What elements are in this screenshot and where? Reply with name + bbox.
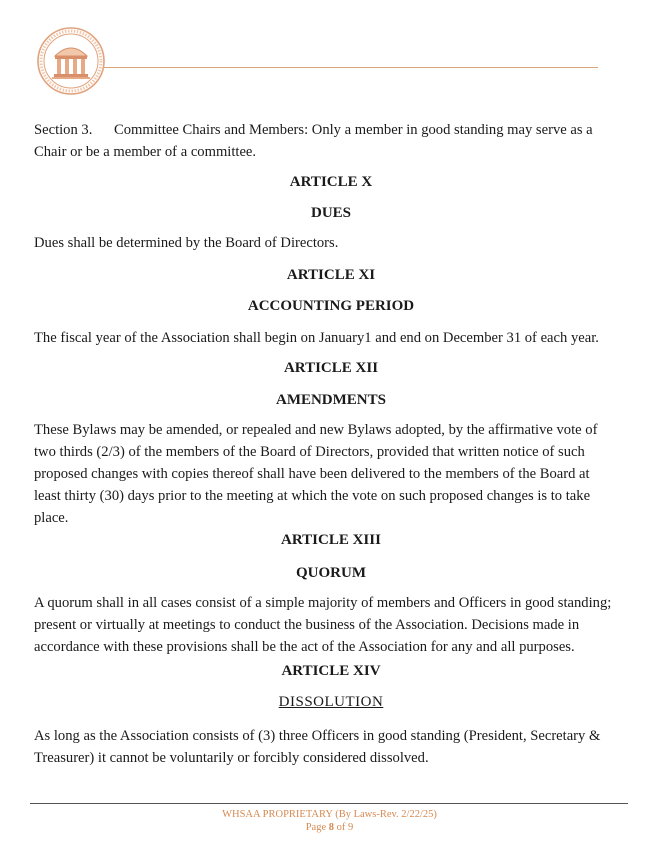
article-13-line: A quorum shall in all cases consist of a simple majority of members and Officers in good standing; — [34, 595, 612, 611]
section-3-label: Section 3. — [34, 122, 93, 138]
footer-proprietary-line: WHSAA PROPRIETARY (By Laws-Rev. 2/22/25) — [222, 809, 437, 820]
article-14-body — [34, 725, 624, 769]
article-11-subtitle: ACCOUNTING PERIOD — [247, 298, 415, 314]
footer-page-prefix: Page — [305, 822, 327, 833]
header-rule — [104, 67, 598, 68]
section-3-text-line2: Chair or be a member of a committee. — [34, 144, 257, 160]
article-12-title: ARTICLE XII — [283, 360, 379, 376]
footer-rule — [30, 803, 628, 804]
article-14-line: Treasurer) it cannot be voluntarily or forcibly considered dissolved. — [34, 750, 429, 766]
article-11-title: ARTICLE XI — [286, 267, 376, 283]
article-10-subtitle: DUES — [310, 205, 351, 221]
article-13-line: present or virtually at meetings to conduct the business of the Association. Decisions made in — [34, 617, 580, 633]
article-11-body: The fiscal year of the Association shall begin on January1 and end on December 31 of each year. — [34, 330, 599, 346]
article-14-line: As long as the Association consists of (3) three Officers in good standing (President, Secretary & — [34, 728, 601, 744]
article-12-line: place. — [34, 510, 69, 526]
article-13-title: ARTICLE XIII — [281, 532, 381, 548]
footer-page-current: 8 — [328, 822, 335, 833]
article-14-subtitle: DISSOLUTION — [278, 694, 384, 710]
footer-page-number — [0, 822, 659, 833]
article-10-body: Dues shall be determined by the Board of Directors. — [34, 235, 339, 251]
footer-page-of: of — [336, 822, 346, 833]
article-10-title: ARTICLE X — [289, 174, 373, 190]
article-12-body — [34, 419, 624, 529]
article-14-title: ARTICLE XIV — [281, 663, 381, 679]
article-12-line: two thirds (2/3) of the members of the Board of Directors, provided that written notice of such — [34, 444, 585, 460]
section-3-text-line1: Committee Chairs and Members: Only a member in good standing may serve as a — [114, 122, 593, 138]
article-13-line: accordance with these provisions shall be the act of the Association for any and all purposes. — [34, 639, 575, 655]
article-13-subtitle: QUORUM — [296, 565, 366, 581]
footer-page-total: 9 — [348, 822, 354, 833]
article-12-subtitle: AMENDMENTS — [275, 392, 386, 408]
article-12-line: proposed changes with copies thereof shall have been delivered to the members of the Board at — [34, 466, 590, 482]
article-12-line: These Bylaws may be amended, or repealed and new Bylaws adopted, by the affirmative vote of — [34, 422, 598, 438]
article-13-body — [34, 592, 634, 658]
georgia-state-seal-icon — [36, 26, 106, 96]
section-3-paragraph — [34, 119, 624, 163]
article-12-line: least thirty (30) days prior to the meeting at which the vote on such proposed changes is to take — [34, 488, 591, 504]
